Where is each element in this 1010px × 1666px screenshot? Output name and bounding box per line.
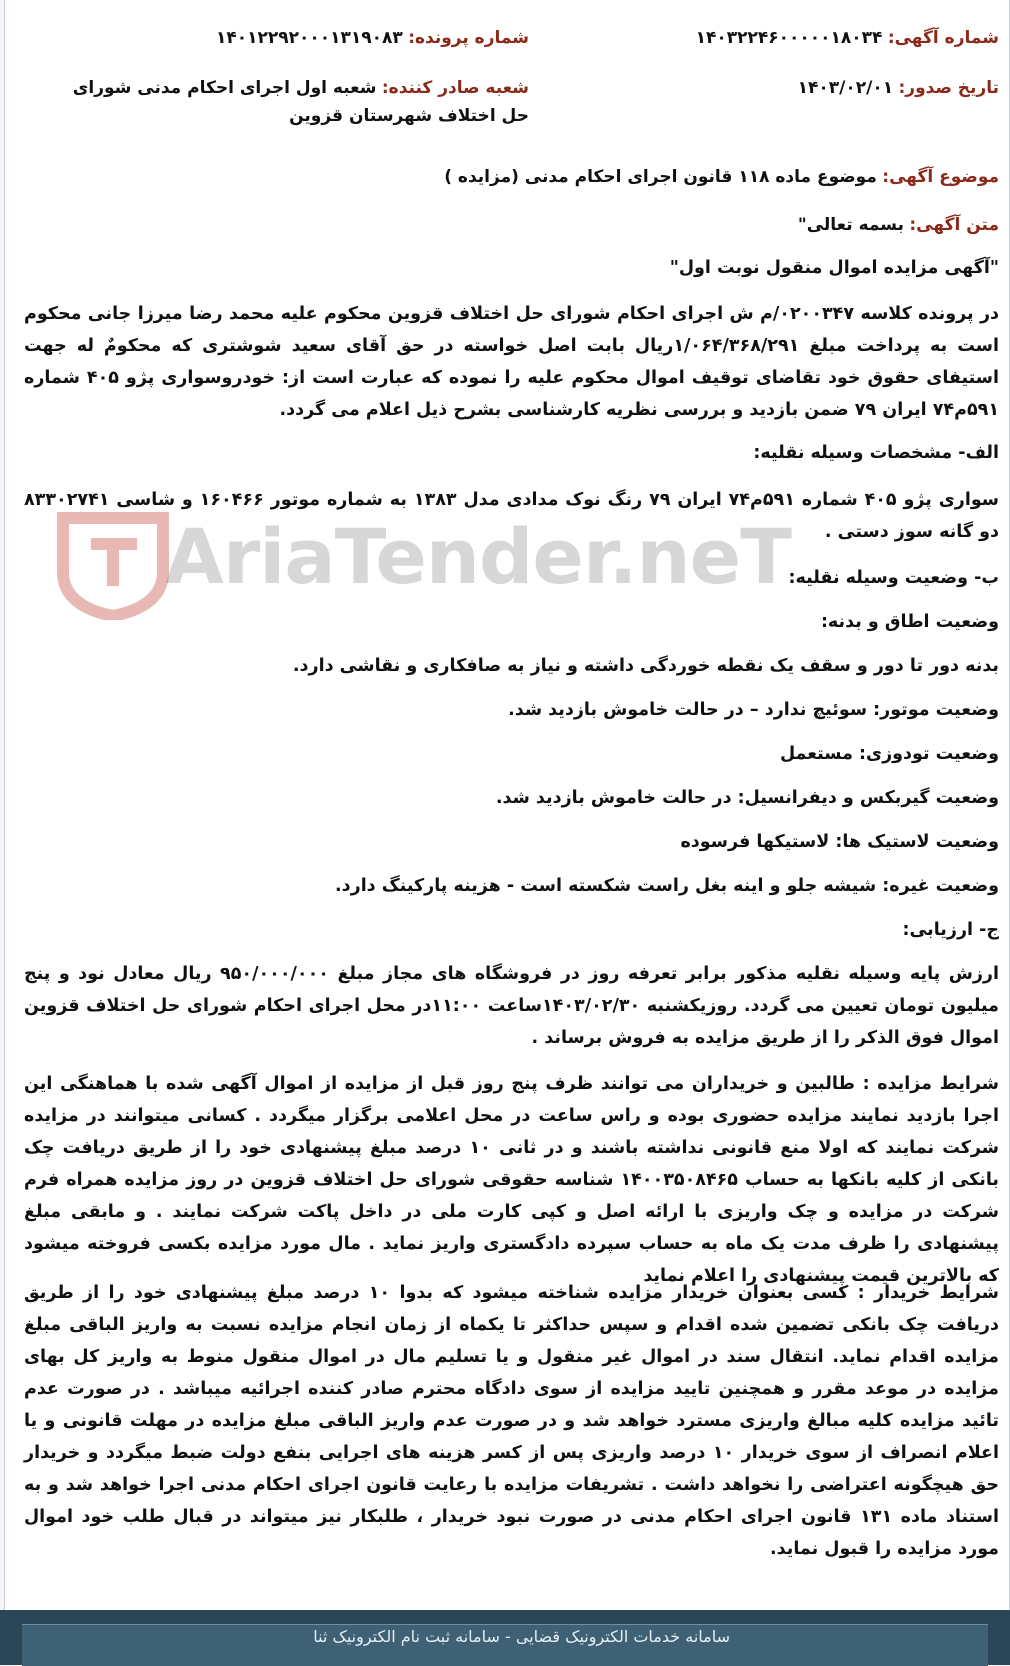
engine-status: وضعیت موتور: سوئیچ ندارد – در حالت خاموش بازدید شد.: [508, 700, 999, 720]
body-opening: بسمه تعالی": [797, 215, 904, 235]
subject-row: [444, 163, 999, 191]
issuing-branch-label: شعبه صادر کننده:: [381, 78, 529, 98]
interior-status: وضعیت تودوزی: مستعمل: [779, 744, 999, 764]
body-label: متن آگهی:: [909, 215, 999, 235]
subject-label: موضوع آگهی:: [882, 167, 999, 187]
ad-number-field: [696, 24, 999, 52]
ad-title: "آگهی مزایده اموال منقول نوبت اول": [669, 258, 999, 278]
issue-date-label: تاریخ صدور:: [898, 78, 999, 98]
section-c-heading: ج- ارزیابی:: [902, 920, 999, 940]
other-status: وضعیت غیره: شیشه جلو و اینه بغل راست شکسته است - هزینه پارکینگ دارد.: [334, 876, 999, 896]
case-number-field: [216, 24, 529, 52]
valuation-paragraph: ارزش پایه وسیله نقلیه مذکور برابر تعرفه روز در فروشگاه های مجاز مبلغ ۹۵۰/۰۰۰/۰۰۰ ریال معادل نود و پنج میلیون تومان تعیین می گردد. روزیکشنبه ۱۴۰۳/۰۲/۳۰ساعت ۱۱:۰۰در محل اجرای احکام شورای حل اختلاف قزوین اموال فوق الذکر را از طریق مزایده به فروش برساند .: [24, 964, 1000, 1048]
case-number-label: شماره پرونده:: [408, 28, 529, 48]
issue-date-value: ۱۴۰۳/۰۲/۰۱: [797, 78, 894, 98]
room-heading: وضعیت اطاق و بدنه:: [820, 612, 999, 632]
intro-paragraph: در پرونده کلاسه ۰۲۰۰۳۴۷/م ش اجرای احکام شورای حل اختلاف قزوین محکوم علیه محمد رضا میرزا جانی محکوم است به پرداخت مبلغ ۱/۰۶۴/۳۶۸/۲۹۱ریال بابت اصل خواسته در حق آقای سعید شوشتری که محکومٌ له جهت استیفای حقوق خود تقاضای توقیف اموال محکوم علیه را نموده که عبارت است از: خودروسواری پژو ۴۰۵ شماره ۵۹۱م۷۴ ایران ۷۹ ضمن بازدید و بررسی نظریه کارشناسی بشرح ذیل اعلام می گردد.: [24, 304, 999, 420]
vehicle-description: سواری پژو ۴۰۵ شماره ۵۹۱م۷۴ ایران ۷۹ رنگ نوک مدادی مدل ۱۳۸۳ به شماره موتور ۱۶۰۴۶۶ و شاسی ۸۳۳۰۲۷۴۱ دو گانه سوز دستی .: [24, 490, 999, 542]
body-label-row: [798, 211, 999, 239]
subject-value: موضوع ماده ۱۱۸ قانون اجرای احکام مدنی (مزایده ): [444, 167, 877, 187]
buyer-terms-paragraph: شرایط خریدار : کسی بعنوان خریدار مزایده شناخته میشود که بدوا ۱۰ درصد مبلغ پیشنهادی خود را از طریق دریافت چک بانکی تضمین شده اقدام و سپس حداکثر تا یکماه از زمان انجام مزایده نسبت به واریز الباقی مبلغ مزایده اقدام نماید. انتقال سند در اموال غیر منقول و یا تسلیم مال در اموال منقول منوط به واریز کل بهای مزایده در موعد مقرر و همچنین تایید مزایده از سوی دادگاه محترم صادر کننده اجرائیه میباشد . در صورت عدم تائید مزایده کلیه مبالغ واریزی مسترد خواهد شد و در صورت عدم واریز الباقی مبلغ مزایده در مهلت قانونی و یا اعلام انصراف از سوی خریدار ۱۰ درصد واریزی پس از کسر هزینه های اجرایی بنفع دولت ضبط میگردد و خریدار حق هیچگونه اعتراضی را نخواهد داشت . تشریفات مزایده با رعایت قانون اجرای احکام مدنی اجرا خواهد شد و به استناد ماده ۱۳۱ قانون اجرای احکام مدنی در صورت نبود خریدار ، طلبکار نیز میتواند در قبال طلب خود اموال مورد مزایده را قبول نماید.: [24, 1283, 999, 1559]
ad-number-label: شماره آگهی:: [887, 28, 999, 48]
gearbox-status: وضعیت گیربکس و دیفرانسیل: در حالت خاموش بازدید شد.: [495, 788, 999, 808]
notice-page: [4, 0, 1010, 1610]
footer-link[interactable]: سامانه خدمات الکترونیک قضایی - سامانه ثبت نام الکترونیک ثنا: [313, 1627, 730, 1646]
section-a-heading: الف- مشخصات وسیله نقلیه:: [753, 443, 999, 463]
watermark-text: AriaTender.neT: [165, 512, 791, 601]
footer-bar: [0, 1610, 1010, 1665]
ad-number-value: ۱۴۰۳۲۲۴۶۰۰۰۰۰۱۸۰۳۴: [695, 28, 883, 48]
issue-date-field: [798, 74, 999, 102]
auction-terms-paragraph: شرایط مزایده : طالبین و خریداران می توانند ظرف پنج روز قبل از مزایده از اموال آگهی شده با هماهنگی این اجرا بازدید نمایند مزایده حضوری بوده و راس ساعت در محل اعلامی برگزار میگردد . کسانی میتوانند در مزایده شرکت نمایند که اولا منع قانونی نداشته باشند و در ثانی ۱۰ درصد مبلغ پیشنهادی خود را از طریق دریافت چک بانکی از کلیه بانکها به حساب ۱۴۰۰۳۵۰۸۴۶۵ شناسه حقوقی شورای حل اختلاف قزوین در روز مزایده همراه فرم شرکت در مزایده و چک واریزی با ارائه اصل و کپی کارت ملی در داخل پاکت شرکت نمایند . و مابقی مبلغ پیشنهادی را ظرف مدت یک ماه به حساب سپرده دادگستری واریز نماید . مال مورد مزایده بکسی فروخته میشود که بالاترین قیمت پیشنهادی را اعلام نماید: [24, 1074, 1000, 1286]
issuing-branch-value: شعبه اول اجرای احکام مدنی شورای حل اختلاف شهرستان قزوین: [72, 78, 529, 126]
tire-status: وضعیت لاستیک ها: لاستیکها فرسوده: [680, 832, 999, 852]
room-status: بدنه دور تا دور و سقف یک نقطه خوردگی داشته و نیاز به صافکاری و نقاشی دارد.: [292, 656, 999, 676]
section-b-heading: ب- وضعیت وسیله نقلیه:: [788, 568, 999, 588]
issuing-branch-field: [59, 74, 529, 130]
case-number-value: ۱۴۰۱۲۲۹۲۰۰۰۱۳۱۹۰۸۳: [216, 28, 403, 48]
